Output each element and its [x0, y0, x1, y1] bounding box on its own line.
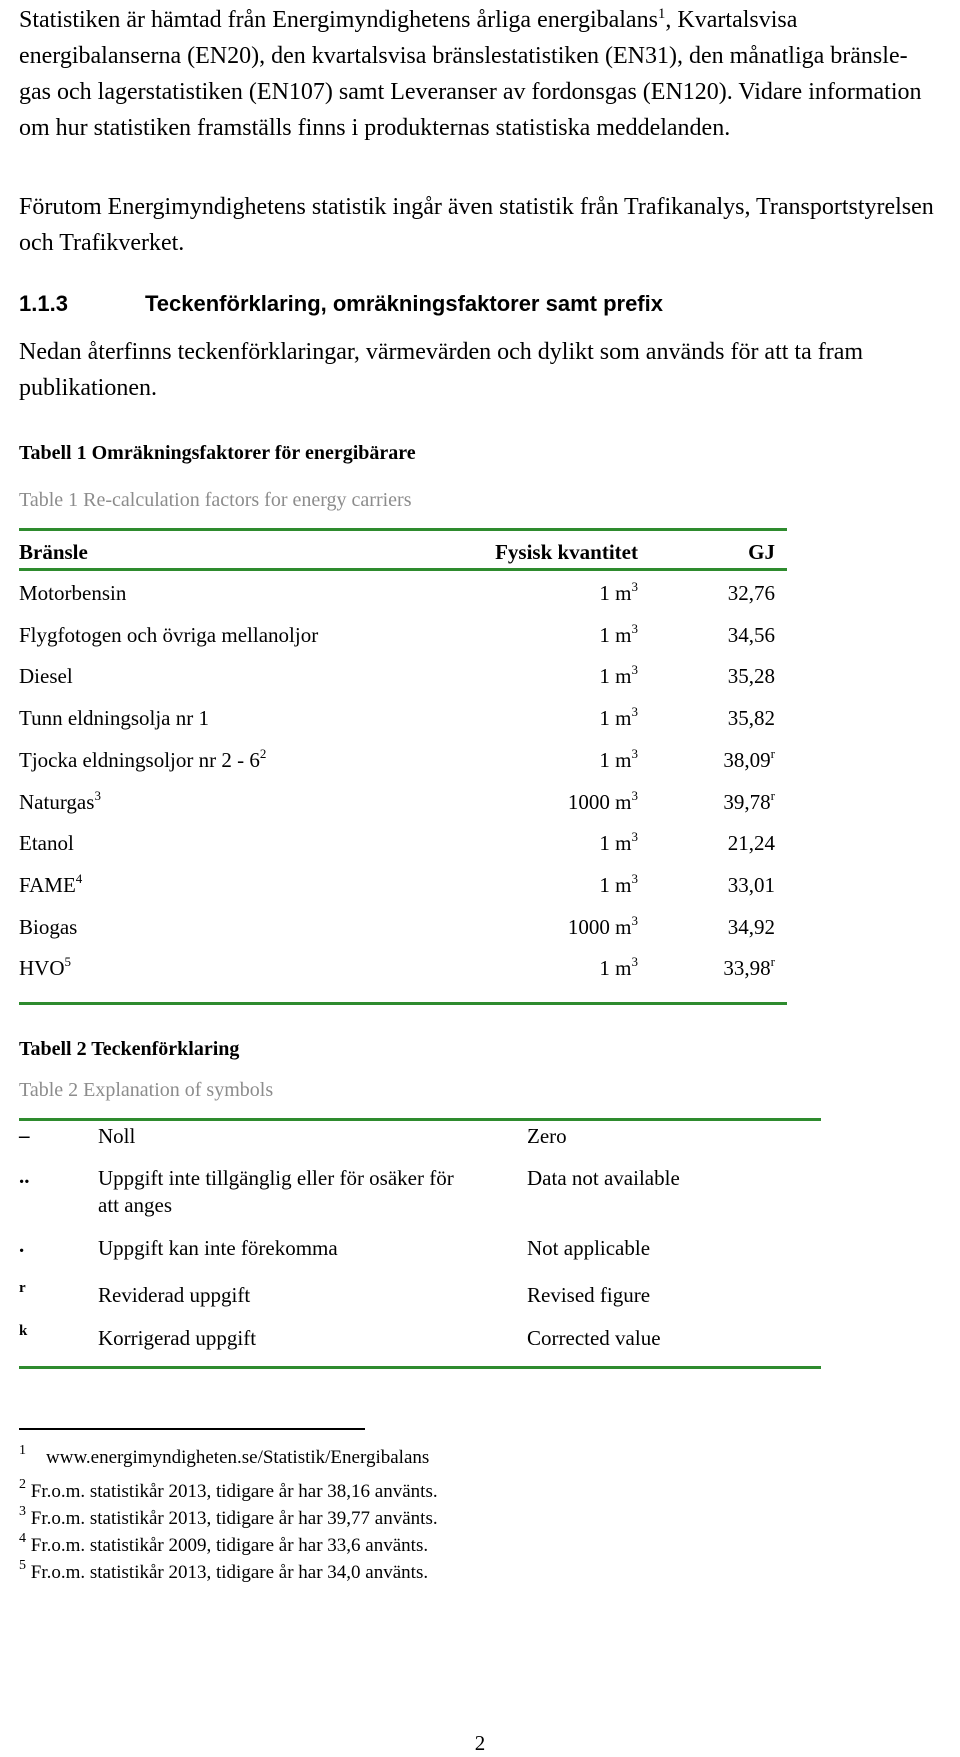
table2-swedish: Reviderad uppgift — [98, 1283, 251, 1307]
table1-quantity-cell-text: 1 m — [599, 623, 632, 647]
table2-symbol: . — [19, 1233, 25, 1257]
table1-fuel-cell-superscript: 2 — [259, 746, 267, 761]
table1-fuel-cell-text: Biogas — [19, 915, 78, 939]
table2-top-rule — [19, 1118, 821, 1121]
footnote-number: 5 — [19, 1558, 26, 1573]
table1-gj-cell — [723, 954, 775, 982]
page-number: 2 — [474, 1731, 486, 1755]
footnote-separator — [19, 1428, 365, 1430]
table2-bottom-rule — [19, 1366, 821, 1369]
table1-fuel-cell — [19, 954, 71, 982]
table2-symbol: r — [19, 1280, 26, 1296]
table1-quantity-cell-superscript: 3 — [631, 579, 638, 594]
footnote — [19, 1443, 430, 1470]
table1-quantity-cell-superscript: 3 — [631, 913, 638, 928]
table2-english: Not applicable — [527, 1236, 651, 1260]
table1-gj-cell-text: 35,82 — [727, 706, 775, 730]
table1-header-rule — [19, 568, 787, 571]
table1-gj-cell-text: 32,76 — [727, 581, 775, 605]
table1-quantity-cell-text: 1000 m — [567, 790, 632, 814]
footnote — [19, 1531, 429, 1558]
footnote-number: 3 — [19, 1504, 26, 1519]
table1-fuel-cell-text: Etanol — [19, 831, 74, 855]
table1-quantity-cell-superscript: 3 — [631, 746, 638, 761]
table2-swedish: Uppgift inte tillgänglig eller för osäker för att anges — [98, 1166, 454, 1217]
table1-top-rule — [19, 528, 787, 531]
table1-header-gj: GJ — [748, 540, 775, 564]
table1-fuel-cell — [19, 662, 73, 690]
table1-quantity-cell — [568, 788, 638, 816]
table1-quantity-cell — [599, 662, 638, 690]
footnote-number: 1 — [19, 1443, 26, 1458]
footnote-ref-1: 1 — [657, 6, 666, 22]
table1-quantity-cell-text: 1 m — [599, 664, 632, 688]
table1-gj-cell-text: 33,98 — [723, 956, 771, 980]
footnote-text: Fr.o.m. statistikår 2013, tidigare år har 39,77 använts. — [30, 1508, 438, 1529]
table1-quantity-cell — [599, 829, 638, 857]
table1-gj-cell — [728, 871, 775, 899]
table1-quantity-cell — [599, 871, 638, 899]
table1-caption-english: Table 1 Re-calculation factors for energy carriers — [19, 489, 412, 511]
table1-fuel-cell — [19, 871, 82, 899]
table1-bottom-rule — [19, 1002, 787, 1005]
description-paragraph: Nedan återfinns teckenförklaringar, värmevärden och dylikt som används för att ta fram publikationen. — [19, 339, 864, 401]
table1-quantity-cell-text: 1 m — [599, 873, 632, 897]
table1-fuel-cell — [19, 829, 74, 857]
table1-fuel-cell-superscript: 4 — [75, 871, 83, 886]
table1-gj-cell-text: 21,24 — [727, 831, 775, 855]
table1-gj-cell — [723, 788, 775, 816]
table1-gj-cell-text: 34,92 — [727, 915, 775, 939]
table1-gj-cell — [728, 621, 775, 649]
table1-quantity-cell — [599, 746, 638, 774]
table1-quantity-cell-text: 1 m — [599, 706, 632, 730]
table1-gj-cell — [728, 579, 775, 607]
intro-text-b: , Kvartalsvisa energibalanserna (EN20), den kvartalsvisa bränslestatistiken (EN31), den månatliga bränsle- gas och lagerstatistiken (EN107) samt Leveranser av fordonsgas (EN120). Vidare information om hur statistiken framställs finns i produkternas statistiska meddelanden. — [19, 7, 922, 141]
table1-header-quantity: Fysisk kvantitet — [495, 540, 638, 564]
table1-fuel-cell-text: Tjocka eldningsoljor nr 2 - 6 — [19, 748, 260, 772]
table1-fuel-cell-text: Motorbensin — [19, 581, 127, 605]
footnote — [19, 1558, 429, 1585]
section-number: 1.1.3 — [19, 291, 68, 316]
table1-caption: Tabell 1 Omräkningsfaktorer för energibärare — [19, 442, 416, 464]
table2-symbol: – — [19, 1123, 30, 1147]
table1-fuel-cell — [19, 913, 77, 941]
table2-caption-english: Table 2 Explanation of symbols — [19, 1079, 274, 1101]
intro-paragraph — [19, 2, 944, 146]
footnote-text: www.energimyndigheten.se/Statistik/Energibalans — [46, 1447, 430, 1468]
table1-quantity-cell-text: 1 m — [599, 831, 632, 855]
footnote-text: Fr.o.m. statistikår 2013, tidigare år har 38,16 använts. — [30, 1481, 438, 1502]
table1-gj-cell — [723, 746, 775, 774]
table1-header-fuel: Bränsle — [19, 540, 88, 564]
table1-fuel-cell-text: Flygfotogen och övriga mellanoljor — [19, 623, 319, 647]
footnote — [19, 1477, 438, 1504]
table1-fuel-cell — [19, 788, 101, 816]
table1-quantity-cell-text: 1 m — [599, 956, 632, 980]
footnote-text: Fr.o.m. statistikår 2009, tidigare år har 33,6 använts. — [30, 1535, 429, 1556]
table1-gj-cell — [728, 704, 775, 732]
table1-quantity-cell — [599, 621, 638, 649]
table1-fuel-cell — [19, 621, 318, 649]
table1-gj-cell-text: 34,56 — [727, 623, 775, 647]
table1-quantity-cell — [599, 954, 638, 982]
table2-swedish: Noll — [98, 1124, 136, 1148]
table1-fuel-cell-text: Diesel — [19, 664, 73, 688]
table1-gj-cell-text: 38,09 — [723, 748, 771, 772]
table1-quantity-cell-text: 1 m — [599, 748, 632, 772]
table1-gj-cell-superscript: r — [770, 746, 775, 761]
table1-fuel-cell-text: HVO — [19, 956, 65, 980]
table2-symbol: .. — [19, 1164, 30, 1188]
table1-fuel-cell — [19, 579, 126, 607]
table2-english: Zero — [527, 1124, 567, 1148]
intro-text-a: Statistiken är hämtad från Energimyndighetens årliga energibalans — [19, 7, 658, 33]
table1-fuel-cell-text: Naturgas — [19, 790, 95, 814]
table2-english: Revised figure — [527, 1283, 651, 1307]
table1-quantity-cell-text: 1000 m — [567, 915, 632, 939]
table1-quantity-cell — [599, 579, 638, 607]
table1-quantity-cell — [599, 704, 638, 732]
table1-fuel-cell-superscript: 5 — [64, 954, 71, 969]
table2-swedish: Korrigerad uppgift — [98, 1326, 257, 1350]
footnote-number: 4 — [19, 1531, 26, 1546]
table2-symbol: k — [19, 1323, 28, 1339]
table1-quantity-cell — [568, 913, 638, 941]
footnote-number: 2 — [19, 1477, 26, 1492]
table2-caption: Tabell 2 Teckenförklaring — [19, 1038, 240, 1060]
sources-paragraph: Förutom Energimyndighetens statistik ingår även statistik från Trafikanalys, Transportstyrelsen och Trafikverket. — [19, 194, 934, 256]
table2-swedish: Uppgift kan inte förekomma — [98, 1236, 338, 1260]
section-title: Teckenförklaring, omräkningsfaktorer samt prefix — [145, 291, 663, 316]
table1-fuel-cell-text: FAME — [19, 873, 76, 897]
table1-fuel-cell — [19, 746, 266, 774]
table1-quantity-cell-text: 1 m — [599, 581, 632, 605]
table1-quantity-cell-superscript: 3 — [631, 621, 638, 636]
table1-quantity-cell-superscript: 3 — [631, 662, 638, 677]
table1-gj-cell-text: 35,28 — [727, 664, 775, 688]
table1-quantity-cell-superscript: 3 — [631, 704, 638, 719]
table1-quantity-cell-superscript: 3 — [631, 788, 638, 803]
table1-gj-cell-superscript: r — [770, 788, 775, 803]
table1-gj-cell — [728, 913, 775, 941]
table1-quantity-cell-superscript: 3 — [631, 871, 638, 886]
table1-gj-cell — [728, 662, 775, 690]
table1-quantity-cell-superscript: 3 — [631, 954, 638, 969]
table1-gj-cell-text: 33,01 — [727, 873, 775, 897]
table1-gj-cell-superscript: r — [770, 954, 775, 969]
table1-gj-cell-text: 39,78 — [723, 790, 771, 814]
table1-gj-cell — [728, 829, 775, 857]
table1-quantity-cell-superscript: 3 — [631, 829, 638, 844]
section-heading — [19, 289, 663, 319]
table1-fuel-cell-superscript: 3 — [94, 788, 101, 803]
table2-english: Corrected value — [527, 1326, 661, 1350]
table1-fuel-cell-text: Tunn eldningsolja nr 1 — [19, 706, 209, 730]
footnote-text: Fr.o.m. statistikår 2013, tidigare år har 34,0 använts. — [30, 1562, 429, 1583]
table2-english: Data not available — [527, 1166, 680, 1190]
footnote — [19, 1504, 438, 1531]
table1-fuel-cell — [19, 704, 209, 732]
